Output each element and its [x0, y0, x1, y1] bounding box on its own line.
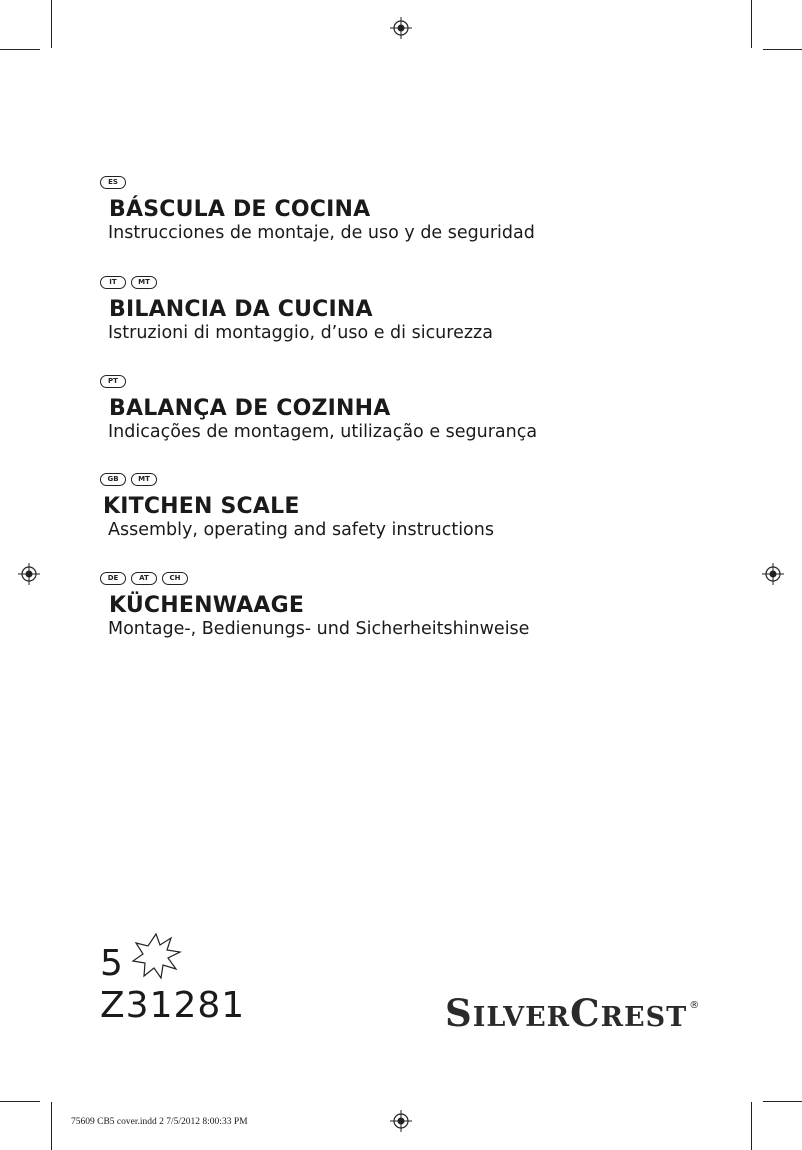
language-badge: MT [131, 276, 157, 289]
language-badges [100, 473, 494, 486]
language-section-it [100, 276, 493, 344]
section-subtitle: Indicações de montagem, utilização e segurança [108, 422, 538, 442]
section-title: BILANCIA DA CUCINA [109, 297, 373, 322]
crop-mark [751, 0, 752, 48]
language-section-pt [100, 375, 537, 443]
language-badges [100, 276, 493, 289]
registration-mark-icon [390, 1110, 412, 1132]
star-burst-icon [130, 932, 182, 980]
model-number: Z31281 [100, 985, 246, 1026]
language-badges [100, 572, 529, 585]
crop-mark [51, 0, 52, 48]
section-subtitle: Istruzioni di montaggio, d’uso e di sicurezza [108, 323, 493, 343]
crop-mark [51, 1102, 52, 1150]
section-subtitle: Montage-, Bedienungs- und Sicherheitshinweise [108, 619, 530, 639]
language-section-es [100, 176, 535, 244]
registration-mark-icon [18, 563, 40, 585]
language-badges [100, 375, 537, 388]
section-title: KÜCHENWAAGE [109, 593, 305, 618]
language-badge: AT [131, 572, 157, 585]
language-badge: GB [100, 473, 126, 486]
brand-logo [445, 986, 700, 1038]
language-badge: PT [100, 375, 126, 388]
section-title: BÁSCULA DE COCINA [109, 197, 371, 222]
crop-mark [0, 1101, 40, 1102]
language-badge: IT [100, 276, 126, 289]
language-badge: DE [100, 572, 126, 585]
section-title: KITCHEN SCALE [103, 494, 300, 519]
section-title: BALANÇA DE COZINHA [109, 396, 391, 421]
language-badge: MT [131, 473, 157, 486]
language-section-de [100, 572, 529, 640]
crop-mark [751, 1102, 752, 1150]
crop-mark [763, 49, 802, 50]
registration-mark-icon [390, 17, 412, 39]
variant-number: 5 [100, 943, 123, 984]
crop-mark [0, 49, 40, 50]
crop-mark [763, 1101, 802, 1102]
brand-initial: C [570, 991, 601, 1035]
section-subtitle: Assembly, operating and safety instructions [108, 520, 494, 540]
registered-mark: ® [689, 1000, 701, 1011]
brand-text: REST [600, 1002, 688, 1033]
section-subtitle: Instrucciones de montaje, de uso y de seguridad [108, 223, 535, 243]
language-section-gb [100, 473, 494, 541]
print-slug: 75609 CB5 cover.indd 2 7/5/2012 8:00:33 PM [71, 1117, 248, 1127]
brand-initial: S [445, 991, 473, 1035]
language-badges [100, 176, 535, 189]
registration-mark-icon [762, 563, 784, 585]
language-badge: CH [162, 572, 188, 585]
language-badge: ES [100, 176, 126, 189]
brand-text: ILVER [472, 1002, 571, 1033]
